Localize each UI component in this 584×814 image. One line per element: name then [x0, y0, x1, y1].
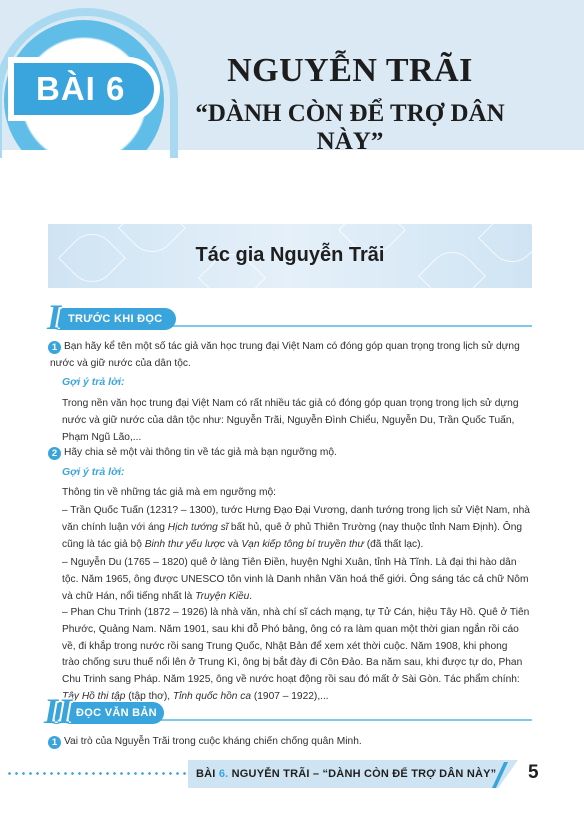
section-numeral: II: [44, 691, 73, 731]
answer-paragraph: Trong nền văn học trung đại Việt Nam có rất nhiều tác giả có đóng góp quan trọng trong lịch sử dựng nước và giữ nước của dân tộc như: Nguyễn Trãi, Nguyễn Đình Chiểu, Nguyễn Du, Trần Quốc Tuấn, Phạm Ngũ Lão,...: [62, 398, 519, 443]
question-text: Vai trò của Nguyễn Trãi trong cuộc kháng chiến chống quân Minh.: [64, 736, 362, 747]
question-text: Hãy chia sẻ một vài thông tin về tác giả mà bạn ngưỡng mộ.: [64, 447, 337, 458]
question-number-badge: 1: [48, 736, 61, 749]
question-text: Bạn hãy kể tên một số tác giả văn học trung đại Việt Nam có đóng góp quan trọng trong lịch sử dựng nước và giữ nước của dân tộc.: [50, 341, 520, 369]
author-title: Tác gia Nguyễn Trãi: [195, 244, 385, 266]
lesson-badge-label: BÀI 6: [36, 70, 126, 107]
section-heading-label: ĐỌC VĂN BẢN: [76, 707, 157, 719]
question-number-badge: 2: [48, 447, 61, 460]
answer-hint-label: Gợi ý trả lời:: [62, 466, 125, 478]
answer-intro: Thông tin về những tác giả mà em ngưỡng mộ:: [62, 487, 276, 498]
footer-dotted-line: [6, 772, 196, 775]
page-number: 5: [528, 762, 539, 783]
answer-paragraph: – Phan Chu Trinh (1872 – 1926) là nhà văn, nhà chí sĩ cách mạng, tự Tử Cán, hiệu Tây Hồ. Quê ở Tiên Phước, Quảng Nam. Năm 1901, sau khi đỗ Phó bảng, ông có ra làm quan một thời gian ngắn rồi cáo về, đi khắp trong nước rồi sang Trung Quốc, Nhật Bản để xem xét thời cuộc. Năm 1908, khi phong trào chống sưu thuế nổi lên ở Trung Kì, ông bị bắt đày đi Côn Đảo. Ba năm sau, khi được tự do, Phan Chu Trinh sang Pháp. Năm 1925, ông về nước hoạt động rồi sau đó mất ở Sài Gòn. Tác phẩm chính: Tây Hồ thi tập (tập thơ), Tỉnh quốc hồn ca (1907 – 1922),...: [62, 607, 530, 702]
answer-paragraph: – Nguyễn Du (1765 – 1820) quê ở làng Tiên Điền, huyện Nghi Xuân, tỉnh Hà Tĩnh. Là đại thi hào dân tộc. Năm 1965, ông được UNESCO tôn vinh là Danh nhân Văn hoá thế giới. Ông sáng tác cả chữ Nôm và chữ Hán, nổi tiếng nhất là Truyện Kiều.: [62, 557, 529, 602]
lesson-title: NGUYỄN TRÃI: [227, 52, 473, 89]
answer-hint-label: Gợi ý trả lời:: [62, 376, 125, 388]
lesson-subtitle: “DÀNH CÒN ĐỂ TRỢ DÂN NÀY”: [195, 100, 505, 155]
section-numeral: I: [47, 297, 62, 337]
answer-paragraph: – Trần Quốc Tuấn (1231? – 1300), tước Hưng Đạo Đại Vương, danh tướng trong lịch sử Việt Nam, nhà văn chính luận với áng Hịch tướng sĩ bất hủ, quê ở phủ Thiên Trường (nay thuộc tỉnh Nam Định). Ông cũng là tác giả bộ Binh thư yếu lược và Vạn kiếp tông bí truyền thư (đã thất lạc).: [62, 505, 530, 550]
section-heading-label: TRƯỚC KHI ĐỌC: [68, 313, 163, 325]
question-number-badge: 1: [48, 341, 61, 354]
footer-running-title: BÀI 6. NGUYỄN TRÃI – “DÀNH CÒN ĐỂ TRỢ DÂN NÀY”: [196, 768, 497, 780]
